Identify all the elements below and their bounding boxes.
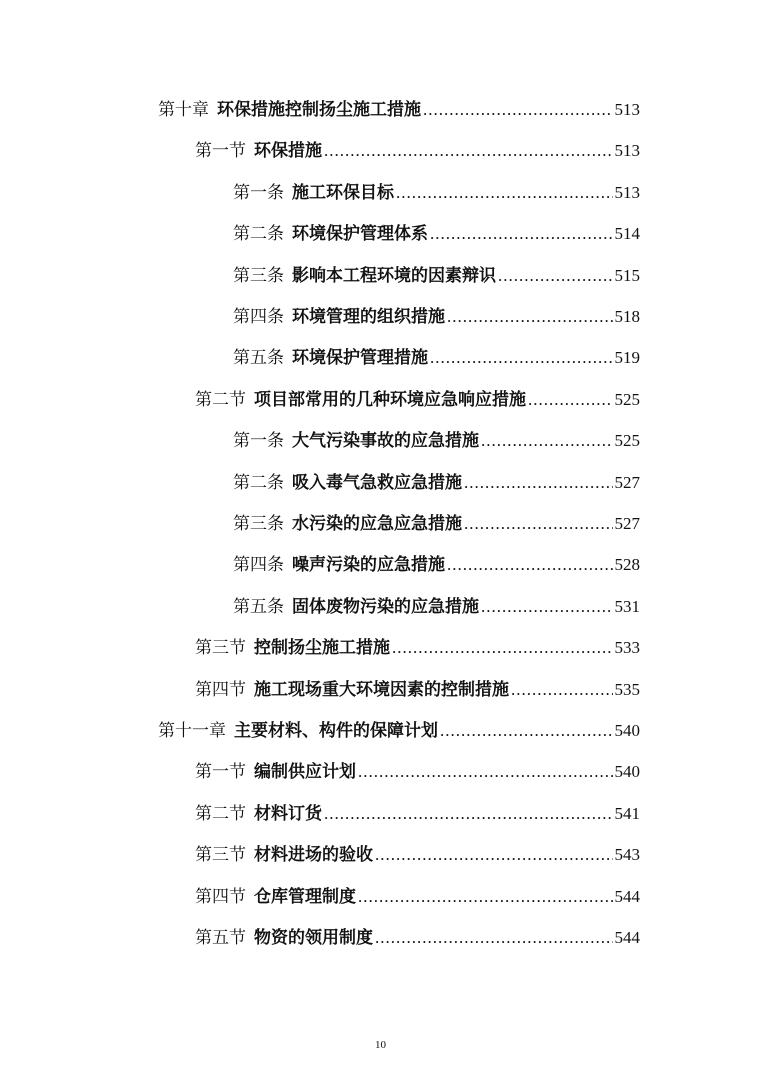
toc-entry[interactable] bbox=[195, 802, 640, 826]
toc-entry-title: 影响本工程环境的因素辩识 bbox=[292, 265, 496, 285]
toc-entry-number: 第二节 bbox=[195, 803, 246, 823]
toc-entry-title: 仓库管理制度 bbox=[254, 886, 356, 906]
dot-leader bbox=[358, 885, 613, 909]
toc-entry-page: 544 bbox=[614, 928, 640, 947]
toc-entry-title: 环境保护管理体系 bbox=[292, 224, 428, 244]
toc-entry-number: 第五节 bbox=[195, 928, 246, 947]
dot-leader bbox=[481, 429, 613, 453]
toc-entry-number: 第二条 bbox=[233, 472, 284, 492]
toc-entry-page: 514 bbox=[614, 224, 640, 244]
dot-leader bbox=[440, 719, 613, 743]
toc-entry-page: 527 bbox=[614, 514, 640, 533]
toc-entry[interactable] bbox=[233, 429, 640, 453]
toc-entry-page: 540 bbox=[614, 721, 640, 740]
toc-entry[interactable] bbox=[195, 926, 640, 950]
toc-entry-page: 513 bbox=[614, 141, 640, 161]
toc-entry-title: 环保措施控制扬尘施工措施 bbox=[217, 100, 421, 119]
dot-leader bbox=[481, 595, 613, 619]
toc-entry-number: 第四节 bbox=[195, 886, 246, 906]
dot-leader bbox=[324, 139, 613, 163]
toc-entry-page: 533 bbox=[614, 638, 640, 658]
toc-entry-title: 材料订货 bbox=[254, 803, 322, 823]
page-number: 10 bbox=[375, 1039, 386, 1051]
toc-entry-number: 第四条 bbox=[233, 307, 284, 326]
toc-entry-title: 环境保护管理措施 bbox=[292, 348, 428, 368]
dot-leader bbox=[392, 636, 613, 660]
toc-entry-title: 主要材料、构件的保障计划 bbox=[234, 721, 438, 740]
toc-entry-title: 项目部常用的几种环境应急响应措施 bbox=[254, 389, 526, 409]
toc-entry-page: 519 bbox=[614, 348, 640, 368]
dot-leader bbox=[464, 471, 613, 495]
dot-leader bbox=[430, 222, 613, 246]
toc-entry-page: 518 bbox=[614, 307, 640, 326]
toc-entry-number: 第二条 bbox=[233, 224, 284, 244]
toc-entry-title: 控制扬尘施工措施 bbox=[254, 638, 390, 658]
toc-entry-title: 固体废物污染的应急措施 bbox=[292, 596, 479, 616]
toc-entry-number: 第一条 bbox=[233, 431, 284, 451]
toc-entry[interactable] bbox=[195, 388, 640, 412]
toc-entry-title: 水污染的应急应急措施 bbox=[292, 514, 462, 533]
toc-entry-number: 第四节 bbox=[195, 679, 246, 699]
toc-entry[interactable] bbox=[233, 553, 640, 577]
toc-entry-number: 第五条 bbox=[233, 596, 284, 616]
toc-entry-number: 第二节 bbox=[195, 389, 246, 409]
toc-entry[interactable] bbox=[195, 843, 640, 867]
toc-entry-title: 环境管理的组织措施 bbox=[292, 307, 445, 326]
toc-entry[interactable] bbox=[195, 760, 640, 784]
toc-entry[interactable] bbox=[233, 471, 640, 495]
toc-entry-title: 材料进场的验收 bbox=[254, 845, 373, 865]
toc-entry[interactable] bbox=[195, 139, 640, 163]
toc-entry-page: 525 bbox=[614, 431, 640, 451]
toc-entry-number: 第三节 bbox=[195, 638, 246, 658]
dot-leader bbox=[375, 926, 613, 950]
dot-leader bbox=[498, 264, 613, 288]
toc-entry-page: 513 bbox=[614, 182, 640, 202]
toc-entry[interactable] bbox=[233, 512, 640, 536]
toc-entry-page: 513 bbox=[614, 100, 640, 119]
toc-entry-number: 第一节 bbox=[195, 141, 246, 161]
toc-entry-number: 第十章 bbox=[158, 100, 209, 119]
dot-leader bbox=[528, 388, 613, 412]
dot-leader bbox=[358, 760, 613, 784]
toc-entry-title: 施工环保目标 bbox=[292, 182, 394, 202]
dot-leader bbox=[375, 843, 613, 867]
toc-entry-number: 第五条 bbox=[233, 348, 284, 368]
toc-entry-number: 第三节 bbox=[195, 845, 246, 865]
toc-entry[interactable] bbox=[233, 346, 640, 370]
dot-leader bbox=[396, 181, 613, 205]
toc-entry-page: 544 bbox=[614, 886, 640, 906]
toc-entry[interactable] bbox=[233, 181, 640, 205]
toc-entry-page: 531 bbox=[614, 596, 640, 616]
dot-leader bbox=[464, 512, 613, 536]
toc-entry-number: 第三条 bbox=[233, 514, 284, 533]
toc-entry-title: 施工现场重大环境因素的控制措施 bbox=[254, 679, 509, 699]
toc-entry[interactable] bbox=[158, 98, 640, 122]
toc-entry-title: 环保措施 bbox=[254, 141, 322, 161]
toc-entry-page: 528 bbox=[614, 555, 640, 575]
toc-entry-title: 编制供应计划 bbox=[254, 762, 356, 782]
toc-entry-page: 527 bbox=[614, 472, 640, 492]
toc-entry-number: 第十一章 bbox=[158, 721, 226, 740]
toc-entry-title: 物资的领用制度 bbox=[254, 928, 373, 947]
dot-leader bbox=[430, 346, 613, 370]
toc-entry-number: 第三条 bbox=[233, 265, 284, 285]
toc-entry-page: 540 bbox=[614, 762, 640, 782]
toc-entry-page: 541 bbox=[614, 803, 640, 823]
toc-entry-number: 第一条 bbox=[233, 182, 284, 202]
toc-entry[interactable] bbox=[233, 595, 640, 619]
toc-entry-page: 515 bbox=[614, 265, 640, 285]
dot-leader bbox=[324, 802, 613, 826]
toc-entry-page: 543 bbox=[614, 845, 640, 865]
toc-entry[interactable] bbox=[195, 636, 640, 660]
toc-entry-number: 第四条 bbox=[233, 555, 284, 575]
toc-entry-title: 吸入毒气急救应急措施 bbox=[292, 472, 462, 492]
dot-leader bbox=[423, 98, 613, 122]
toc-entry-title: 大气污染事故的应急措施 bbox=[292, 431, 479, 451]
toc-entry[interactable] bbox=[233, 305, 640, 329]
toc-entry-number: 第一节 bbox=[195, 762, 246, 782]
dot-leader bbox=[511, 678, 613, 702]
toc-entry[interactable] bbox=[195, 678, 640, 702]
dot-leader bbox=[447, 553, 613, 577]
dot-leader bbox=[447, 305, 613, 329]
toc-entry[interactable] bbox=[233, 222, 640, 246]
toc-entry[interactable] bbox=[195, 885, 640, 909]
toc-entry-page: 525 bbox=[614, 389, 640, 409]
toc-entry[interactable] bbox=[233, 264, 640, 288]
toc-entry-page: 535 bbox=[614, 679, 640, 699]
toc-entry-title: 噪声污染的应急措施 bbox=[292, 555, 445, 575]
toc-entry[interactable] bbox=[158, 719, 640, 743]
